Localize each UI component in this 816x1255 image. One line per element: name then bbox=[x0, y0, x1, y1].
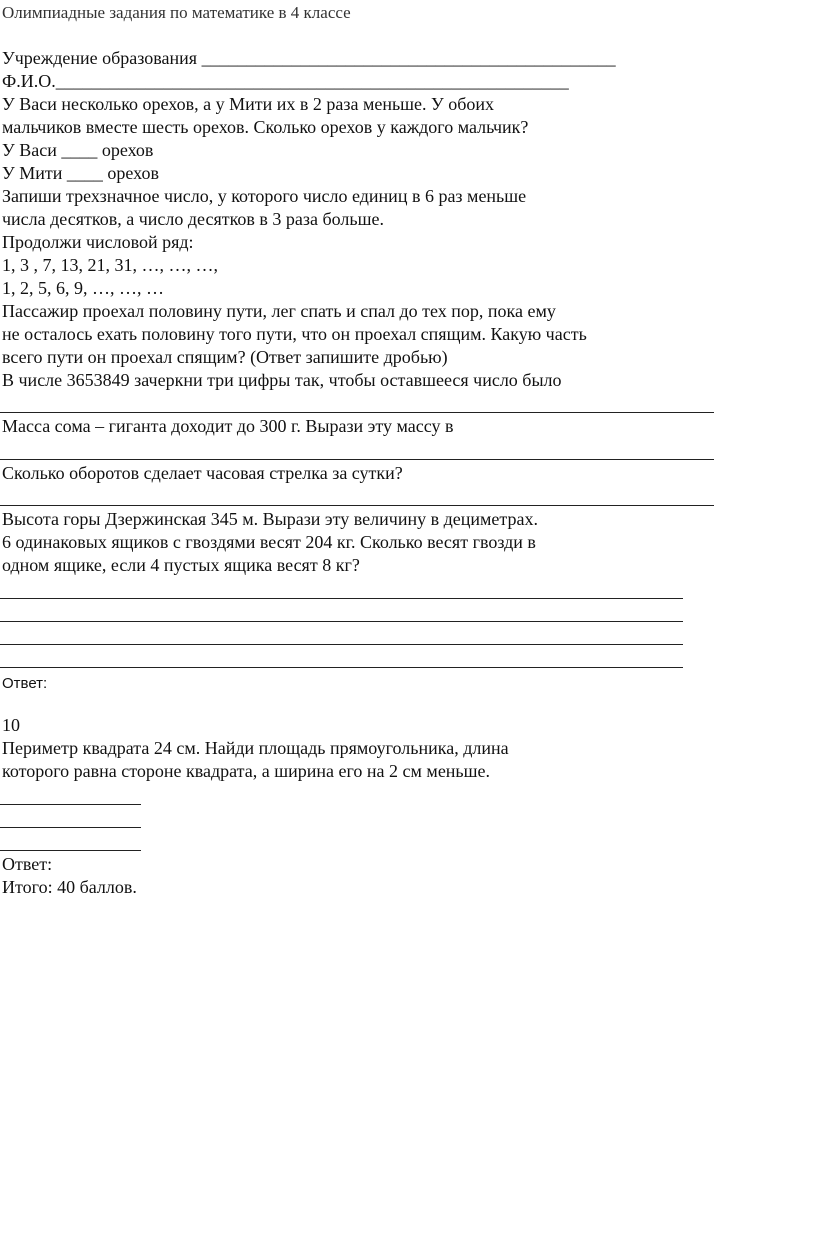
task-number: 10 bbox=[2, 715, 20, 735]
answer-line bbox=[0, 505, 714, 506]
task-5: В числе 3653849 зачеркни три цифры так, чтобы оставшееся число было bbox=[2, 370, 562, 390]
answer-line bbox=[0, 804, 141, 805]
task-3-title: Продолжи числовой ряд: bbox=[2, 232, 194, 252]
total-score: Итого: 40 баллов. bbox=[2, 877, 137, 897]
task-10-line-2: которого равна стороне квадрата, а ширина его на 2 см меньше. bbox=[2, 761, 490, 781]
task-4-line-2: не осталось ехать половину того пути, что он проехал спящим. Какую часть bbox=[2, 324, 587, 344]
answer-line bbox=[0, 827, 141, 828]
task-3-row-1: 1, 3 , 7, 13, 21, 31, …, …, …, bbox=[2, 255, 218, 275]
institution-field: Учреждение образования ______________________________________________ bbox=[2, 48, 616, 68]
task-10-line-1: Периметр квадрата 24 см. Найди площадь прямоугольника, длина bbox=[2, 738, 509, 758]
answer-line bbox=[0, 644, 683, 645]
task-1-line-2: мальчиков вместе шесть орехов. Сколько орехов у каждого мальчик? bbox=[2, 117, 529, 137]
answer-line bbox=[0, 412, 714, 413]
answer-label: Ответ: bbox=[2, 675, 48, 692]
task-8: Высота горы Дзержинская 345 м. Вырази эту величину в дециметрах. bbox=[2, 509, 538, 529]
answer-line bbox=[0, 621, 683, 622]
task-1-mitya-answer: У Мити ____ орехов bbox=[2, 163, 159, 183]
task-9-line-1: 6 одинаковых ящиков с гвоздями весят 204 кг. Сколько весят гвозди в bbox=[2, 532, 536, 552]
answer-line bbox=[0, 459, 714, 460]
task-2-line-1: Запиши трехзначное число, у которого число единиц в 6 раз меньше bbox=[2, 186, 527, 206]
task-7: Сколько оборотов сделает часовая стрелка за сутки? bbox=[2, 463, 403, 483]
task-2-line-2: числа десятков, а число десятков в 3 раза больше. bbox=[2, 209, 384, 229]
fio-field: Ф.И.О._________________________________________________________ bbox=[2, 71, 569, 91]
answer-line bbox=[0, 667, 683, 668]
task-1-vasya-answer: У Васи ____ орехов bbox=[2, 140, 154, 160]
answer-label: Ответ: bbox=[2, 854, 53, 874]
task-1-line-1: У Васи несколько орехов, а у Мити их в 2 раза меньше. У обоих bbox=[2, 94, 495, 114]
task-3-row-2: 1, 2, 5, 6, 9, …, …, … bbox=[2, 278, 164, 298]
answer-line bbox=[0, 850, 141, 851]
page-title: Олимпиадные задания по математике в 4 классе bbox=[2, 3, 351, 22]
task-4-line-3: всего пути он проехал спящим? (Ответ запишите дробью) bbox=[2, 347, 448, 367]
task-6: Масса сома – гиганта доходит до 300 г. Вырази эту массу в bbox=[2, 416, 454, 436]
answer-line bbox=[0, 598, 683, 599]
task-4-line-1: Пассажир проехал половину пути, лег спать и спал до тех пор, пока ему bbox=[2, 301, 556, 321]
task-9-line-2: одном ящике, если 4 пустых ящика весят 8 кг? bbox=[2, 555, 360, 575]
